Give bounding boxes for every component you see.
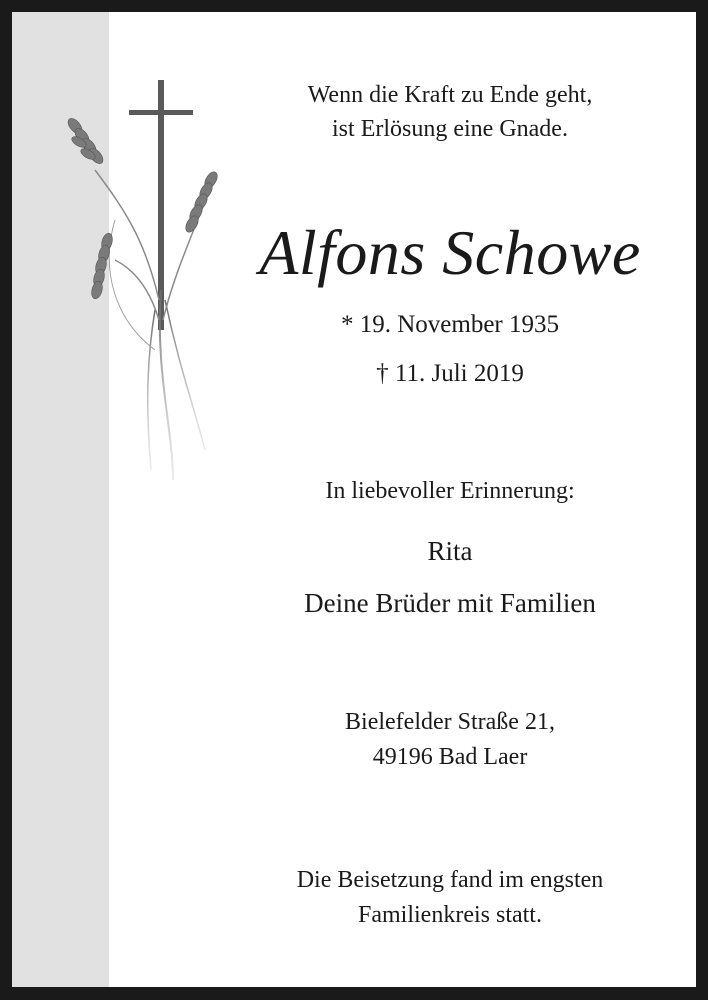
quote	[200, 78, 700, 146]
death-date: † 11. Juli 2019	[376, 360, 524, 387]
burial-notice	[200, 863, 700, 933]
mourner-2: Deine Brüder mit Familien	[304, 588, 596, 618]
address-city: 49196 Bad Laer	[372, 744, 528, 770]
quote-line-2: ist Erlösung eine Gnade.	[332, 116, 568, 142]
notice-line-1: Die Beisetzung fand im engsten	[296, 867, 604, 893]
deceased-name: Alfons Schowe	[259, 217, 641, 288]
remembrance-intro: In liebevoller Erinnerung:	[325, 478, 575, 504]
address-street: Bielefelder Straße 21,	[345, 709, 555, 735]
address	[200, 705, 700, 775]
birth-date: * 19. November 1935	[340, 311, 560, 338]
quote-line-1: Wenn die Kraft zu Ende geht,	[307, 82, 593, 108]
notice-line-2: Familienkreis statt.	[358, 902, 542, 928]
mourner-1: Rita	[427, 536, 473, 566]
